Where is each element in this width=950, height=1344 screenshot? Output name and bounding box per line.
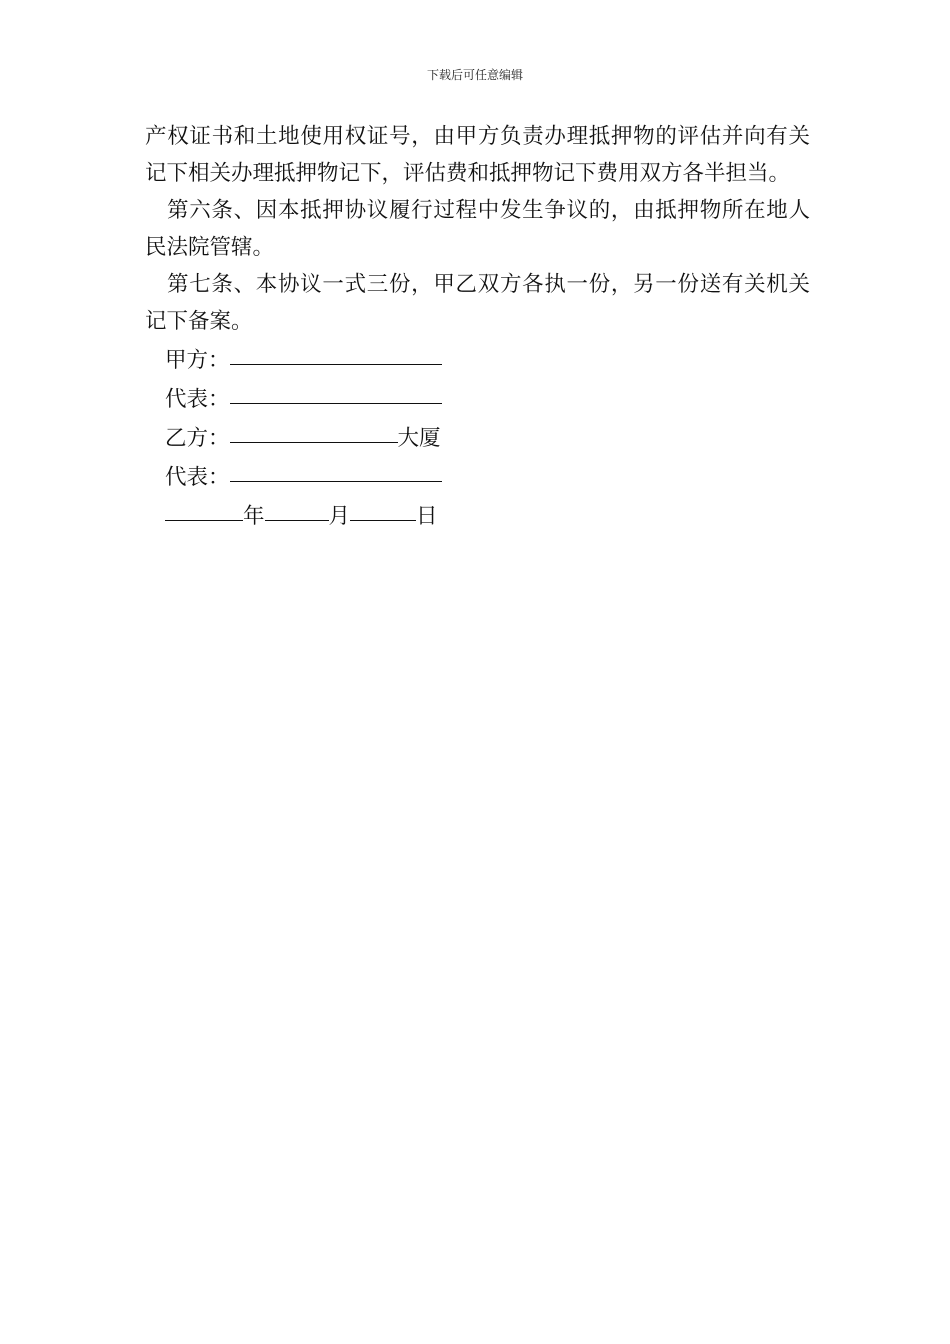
day-blank [350, 494, 416, 521]
party-a-blank [230, 338, 442, 365]
party-b-label: 乙方： [165, 426, 230, 451]
page-header-note: 下载后可任意编辑 [426, 68, 523, 82]
year-label: 年 [243, 504, 265, 529]
month-blank [265, 494, 329, 521]
party-b-blank [230, 416, 398, 443]
paragraph-article-six: 第六条、因本抵押协议履行过程中发生争议的，由抵押物所在地人民法院管辖。 [145, 198, 810, 260]
rep-a-blank [230, 377, 442, 404]
party-a-signature-line [145, 340, 810, 379]
year-blank [165, 494, 243, 521]
party-b-suffix: 大厦 [397, 426, 441, 451]
paragraph-property-certificate: 产权证书和土地使用权证号，由甲方负责办理抵押物的评估并向有关记下相关办理抵押物记下，评估费和抵押物记下费用双方各半担当。 [145, 124, 810, 186]
date-line [145, 496, 810, 535]
party-b-signature-line [145, 418, 810, 457]
rep-a-signature-line [145, 379, 810, 418]
rep-a-label: 代表： [165, 387, 230, 412]
day-label: 日 [416, 504, 438, 529]
rep-b-signature-line [145, 457, 810, 496]
document-body [145, 118, 810, 535]
rep-b-blank [230, 455, 442, 482]
month-label: 月 [328, 504, 351, 529]
rep-b-label: 代表： [165, 465, 230, 490]
paragraph-article-seven: 第七条、本协议一式三份，甲乙双方各执一份，另一份送有关机关记下备案。 [145, 272, 810, 334]
party-a-label: 甲方： [165, 348, 230, 373]
